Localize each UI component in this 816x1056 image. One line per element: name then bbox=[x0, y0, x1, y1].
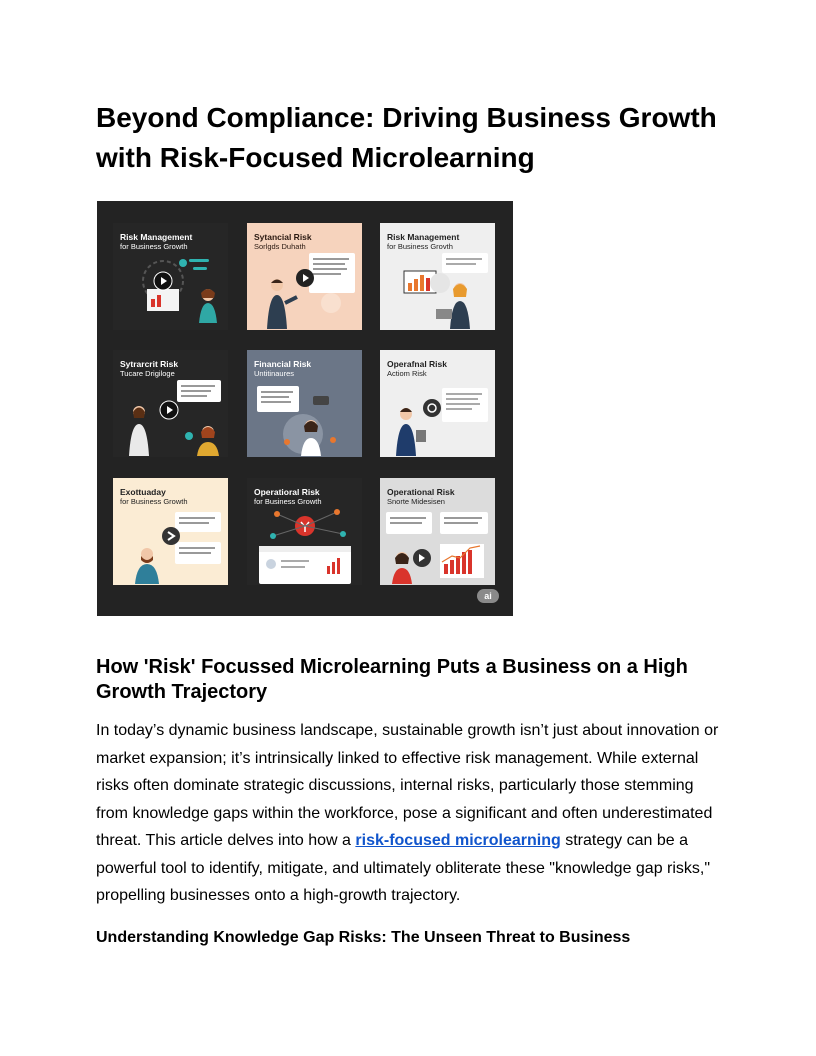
tile-operational-risk bbox=[380, 478, 495, 585]
tile-subtitle: Tucare Drigiloge bbox=[120, 369, 175, 378]
tile-subtitle: Untitinaures bbox=[254, 369, 295, 378]
tile-subtitle: Actiom Risk bbox=[387, 369, 427, 378]
section-heading: How 'Risk' Focussed Microlearning Puts a Business on a High Growth Trajectory bbox=[96, 656, 688, 703]
intro-text-after-link: strategy can be a powerful tool to identify, mitigate, and ultimately obliterate these "knowledge gap risks," propelling businesses onto a high-growth trajectory. bbox=[96, 832, 711, 904]
intro-text-before-link: In today’s dynamic business landscape, sustainable growth isn’t just about innovation or market expansion; it’s intrinsically linked to effective risk management. While external risks often dominate strategic discussions, internal risks, particularly those stemming from knowledge gaps within the workforce, pose a significant and often underestimated threat. This article delves into how a bbox=[96, 722, 719, 849]
tile-operatioral-risk bbox=[247, 478, 362, 585]
tile-subtitle: for Business Growth bbox=[120, 497, 188, 506]
tile-title: Sytancial Risk bbox=[254, 232, 312, 242]
tile-subtitle: Sorlgds Duhath bbox=[254, 242, 306, 251]
subheading: Understanding Knowledge Gap Risks: The Unseen Threat to Business bbox=[96, 929, 631, 946]
tile-exottuaday bbox=[113, 478, 228, 585]
hero-image-collage bbox=[97, 201, 513, 616]
tile-financial-risk bbox=[247, 350, 362, 457]
tile-title: Risk Management bbox=[120, 232, 193, 242]
tile-title: Operafnal Risk bbox=[387, 359, 447, 369]
tile-title: Operatioral Risk bbox=[254, 487, 320, 497]
intro-paragraph bbox=[96, 717, 726, 910]
tile-risk-management-1 bbox=[113, 223, 228, 330]
tile-subtitle: Snorte Midesisen bbox=[387, 497, 445, 506]
tile-sytancial-risk bbox=[247, 223, 362, 330]
tile-subtitle: for Business Grovth bbox=[387, 242, 453, 251]
tile-subtitle: for Business Growth bbox=[120, 242, 188, 251]
risk-focused-microlearning-link[interactable]: risk-focused microlearning bbox=[355, 832, 561, 849]
tile-operafnal-risk bbox=[380, 350, 495, 457]
ai-badge: ai bbox=[477, 589, 499, 603]
tile-title: Risk Management bbox=[387, 232, 460, 242]
tile-title: Operational Risk bbox=[387, 487, 455, 497]
tile-title: Sytrarcrit Risk bbox=[120, 359, 179, 369]
tile-subtitle: for Business Growth bbox=[254, 497, 322, 506]
tile-risk-management-2 bbox=[380, 223, 495, 330]
article-title: Beyond Compliance: Driving Business Growth with Risk-Focused Microlearning bbox=[96, 102, 717, 173]
tile-sytrarcrit-risk bbox=[113, 350, 228, 457]
tile-title: Financial Risk bbox=[254, 359, 312, 369]
tile-title: Exottuaday bbox=[120, 487, 166, 497]
